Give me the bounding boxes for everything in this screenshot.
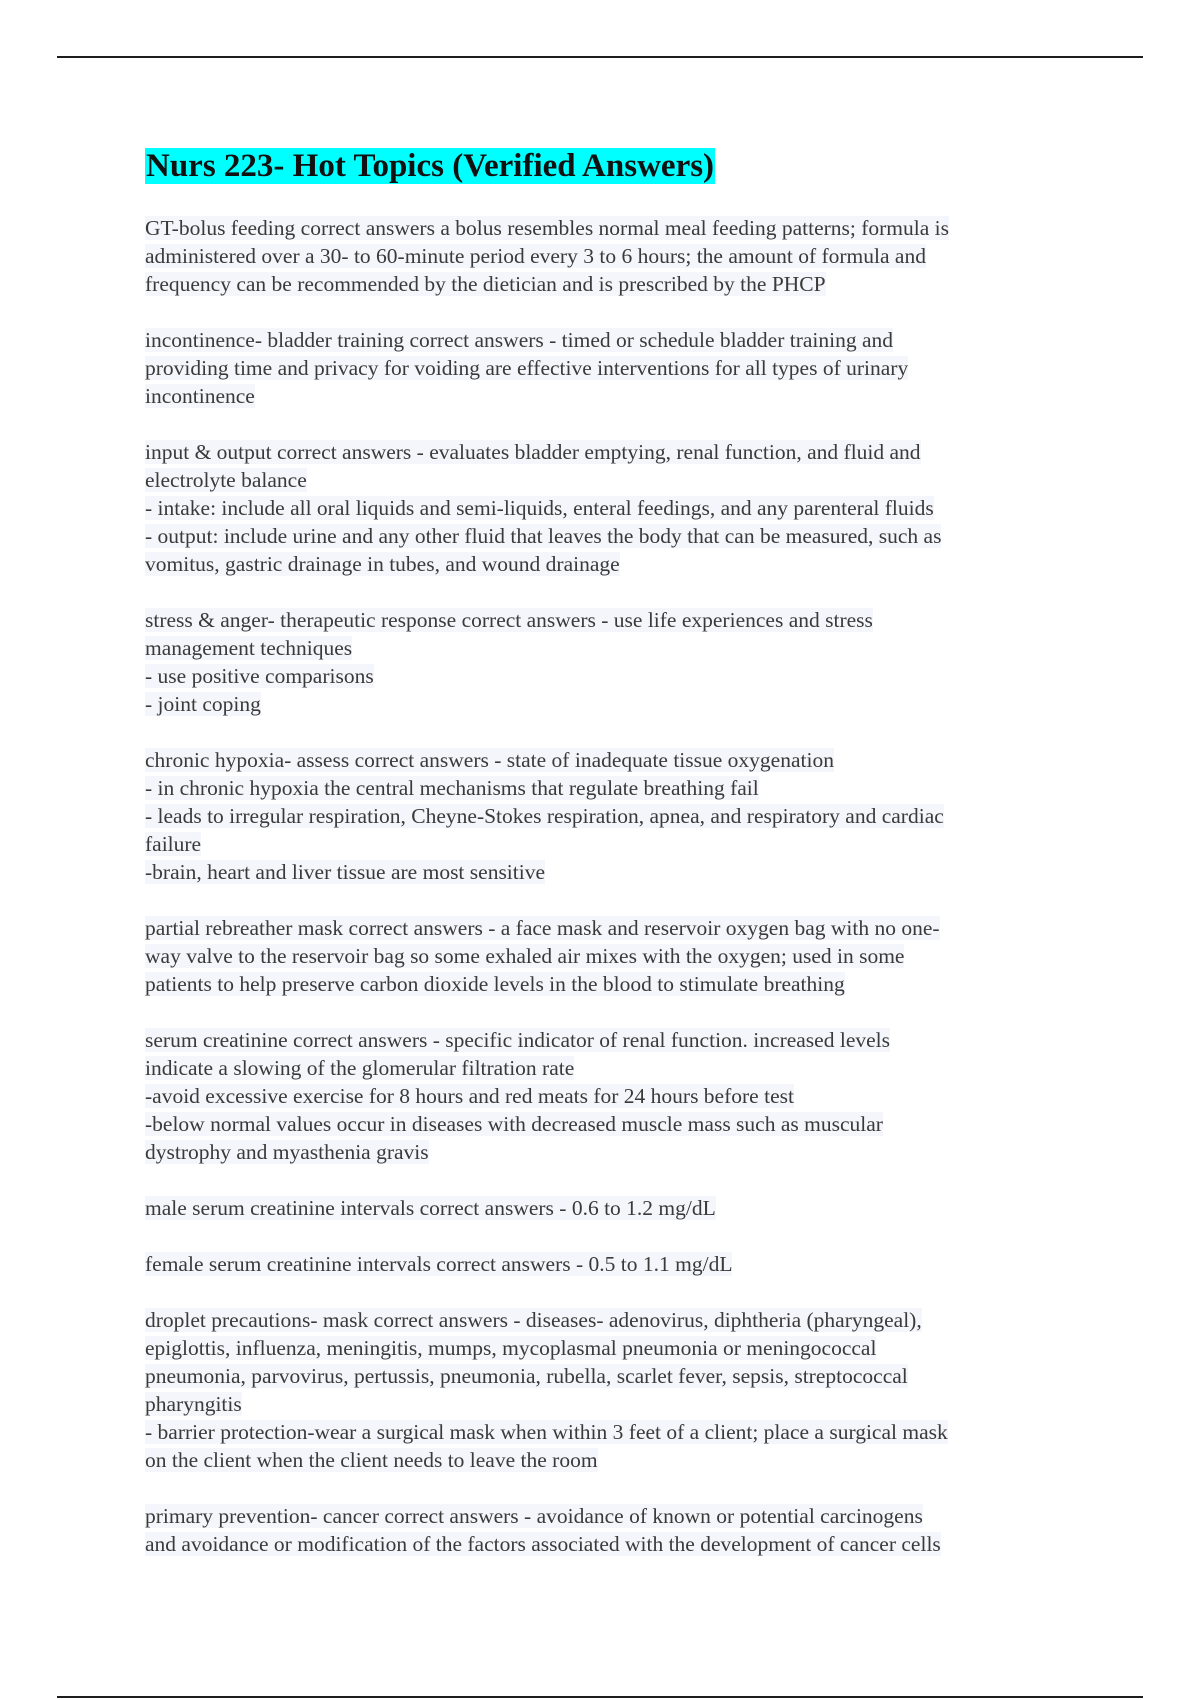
- bottom-rule: [57, 1696, 1143, 1698]
- entry-line-text: electrolyte balance: [145, 468, 307, 492]
- flashcard-entry: [145, 214, 1080, 298]
- flashcard-entry: [145, 1250, 1080, 1278]
- entry-line: [145, 214, 1080, 242]
- entry-line: [145, 858, 1080, 886]
- entry-line: [145, 802, 1080, 830]
- flashcard-entry: [145, 326, 1080, 410]
- entry-line-text: female serum creatinine intervals correct answers - 0.5 to 1.1 mg/dL: [145, 1252, 733, 1276]
- entry-line-text: administered over a 30- to 60-minute period every 3 to 6 hours; the amount of formula and: [145, 244, 926, 268]
- flashcard-entry: [145, 1306, 1080, 1474]
- entry-line: [145, 1026, 1080, 1054]
- entry-line-text: - use positive comparisons: [145, 664, 374, 688]
- entry-line-text: frequency can be recommended by the dietician and is prescribed by the PHCP: [145, 272, 826, 296]
- entry-line: [145, 270, 1080, 298]
- flashcard-entry: [145, 746, 1080, 886]
- entry-line: [145, 1194, 1080, 1222]
- entry-line-text: incontinence: [145, 384, 255, 408]
- entry-line: [145, 690, 1080, 718]
- entry-line: [145, 466, 1080, 494]
- entry-line: [145, 774, 1080, 802]
- entry-line: [145, 1138, 1080, 1166]
- entry-line-text: primary prevention- cancer correct answers - avoidance of known or potential carcinogens: [145, 1504, 923, 1528]
- entry-line: [145, 1390, 1080, 1418]
- entry-line: [145, 1362, 1080, 1390]
- entry-line: [145, 914, 1080, 942]
- entry-line-text: - in chronic hypoxia the central mechanisms that regulate breathing fail: [145, 776, 759, 800]
- entry-line-text: pneumonia, parvovirus, pertussis, pneumonia, rubella, scarlet fever, sepsis, streptococcal: [145, 1364, 908, 1388]
- entry-line-text: pharyngitis: [145, 1392, 242, 1416]
- entry-line-text: partial rebreather mask correct answers - a face mask and reservoir oxygen bag with no one-: [145, 916, 940, 940]
- entry-line: [145, 354, 1080, 382]
- entry-line-text: droplet precautions- mask correct answers - diseases- adenovirus, diphtheria (pharyngeal),: [145, 1308, 922, 1332]
- entry-line-text: male serum creatinine intervals correct answers - 0.6 to 1.2 mg/dL: [145, 1196, 716, 1220]
- entry-line-text: - barrier protection-wear a surgical mask when within 3 feet of a client; place a surgical mask: [145, 1420, 948, 1444]
- entry-line: [145, 1418, 1080, 1446]
- entry-line: [145, 242, 1080, 270]
- entry-line-text: indicate a slowing of the glomerular filtration rate: [145, 1056, 575, 1080]
- entry-line: [145, 1082, 1080, 1110]
- entry-line-text: - intake: include all oral liquids and semi-liquids, enteral feedings, and any parenteral fluids: [145, 496, 934, 520]
- entry-line: [145, 634, 1080, 662]
- flashcard-entry: [145, 1194, 1080, 1222]
- entry-line-text: - leads to irregular respiration, Cheyne-Stokes respiration, apnea, and respiratory and cardiac: [145, 804, 944, 828]
- entry-line: [145, 438, 1080, 466]
- entry-line: [145, 1110, 1080, 1138]
- entry-line: [145, 1250, 1080, 1278]
- entry-line-text: dystrophy and myasthenia gravis: [145, 1140, 429, 1164]
- entry-line: [145, 1306, 1080, 1334]
- flashcard-entry: [145, 1502, 1080, 1558]
- entry-line: [145, 942, 1080, 970]
- entry-line-text: management techniques: [145, 636, 353, 660]
- entry-line-text: - joint coping: [145, 692, 261, 716]
- entry-line: [145, 830, 1080, 858]
- entry-line-text: -below normal values occur in diseases with decreased muscle mass such as muscular: [145, 1112, 883, 1136]
- entry-line: [145, 606, 1080, 634]
- flashcard-entry: [145, 606, 1080, 718]
- entry-line-text: patients to help preserve carbon dioxide levels in the blood to stimulate breathing: [145, 972, 845, 996]
- entry-line-text: on the client when the client needs to leave the room: [145, 1448, 598, 1472]
- flashcard-entry: [145, 1026, 1080, 1166]
- entry-line-text: vomitus, gastric drainage in tubes, and wound drainage: [145, 552, 620, 576]
- entry-line: [145, 746, 1080, 774]
- flashcard-entry: [145, 914, 1080, 998]
- flashcard-entry: [145, 438, 1080, 578]
- entry-line: [145, 550, 1080, 578]
- entry-line-text: chronic hypoxia- assess correct answers - state of inadequate tissue oxygenation: [145, 748, 834, 772]
- entry-line: [145, 1502, 1080, 1530]
- entry-line: [145, 1446, 1080, 1474]
- entry-line: [145, 494, 1080, 522]
- entry-line-text: and avoidance or modification of the factors associated with the development of cancer cells: [145, 1532, 941, 1556]
- document-title: [145, 146, 1080, 186]
- entry-line-text: serum creatinine correct answers - specific indicator of renal function. increased levels: [145, 1028, 890, 1052]
- entry-line-text: - output: include urine and any other fluid that leaves the body that can be measured, such as: [145, 524, 942, 548]
- entry-line: [145, 326, 1080, 354]
- entry-line: [145, 970, 1080, 998]
- entry-line-text: epiglottis, influenza, meningitis, mumps, mycoplasmal pneumonia or meningococcal: [145, 1336, 877, 1360]
- entry-line-text: stress & anger- therapeutic response correct answers - use life experiences and stress: [145, 608, 873, 632]
- entry-line: [145, 522, 1080, 550]
- entry-list: [145, 214, 1080, 1558]
- entry-line: [145, 1334, 1080, 1362]
- entry-line: [145, 662, 1080, 690]
- entry-line-text: way valve to the reservoir bag so some exhaled air mixes with the oxygen; used in some: [145, 944, 905, 968]
- entry-line-text: providing time and privacy for voiding are effective interventions for all types of urinary: [145, 356, 909, 380]
- entry-line: [145, 1530, 1080, 1558]
- entry-line-text: GT-bolus feeding correct answers a bolus resembles normal meal feeding patterns; formula is: [145, 216, 950, 240]
- entry-line-text: -avoid excessive exercise for 8 hours and red meats for 24 hours before test: [145, 1084, 794, 1108]
- entry-line-text: incontinence- bladder training correct answers - timed or schedule bladder training and: [145, 328, 894, 352]
- entry-line-text: input & output correct answers - evaluates bladder emptying, renal function, and fluid and: [145, 440, 921, 464]
- document-body: [145, 146, 1080, 1586]
- top-rule: [57, 56, 1143, 58]
- entry-line-text: -brain, heart and liver tissue are most sensitive: [145, 860, 546, 884]
- document-title-text: Nurs 223- Hot Topics (Verified Answers): [146, 148, 715, 184]
- entry-line: [145, 382, 1080, 410]
- entry-line-text: failure: [145, 832, 202, 856]
- entry-line: [145, 1054, 1080, 1082]
